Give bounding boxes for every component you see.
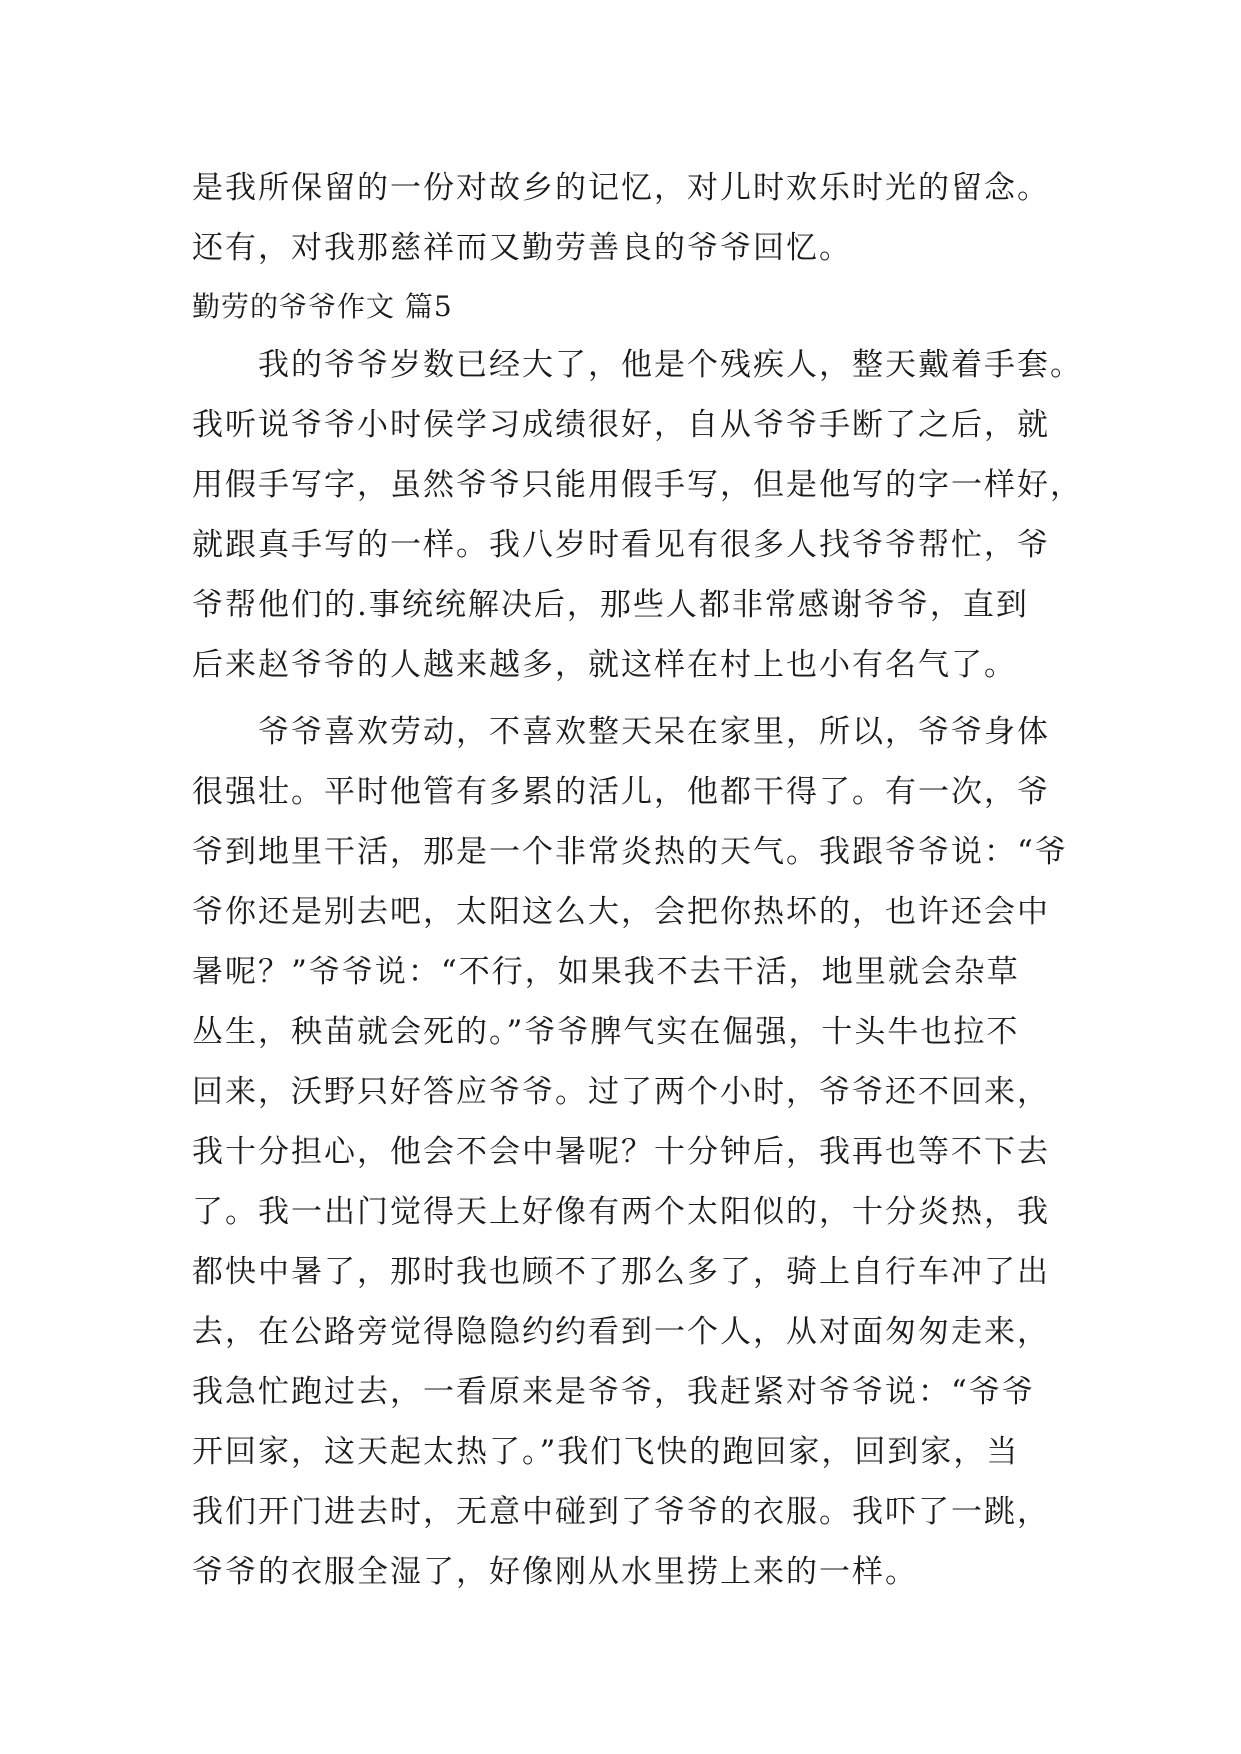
document-body bbox=[192, 158, 1092, 1602]
paragraph-2-line: 爷到地里干活，那是一个非常炎热的天气。我跟爷爷说：“爷 bbox=[192, 834, 1068, 870]
paragraph-2-line: 开回家，这天起太热了。”我们飞快的跑回家，回到家，当 bbox=[192, 1434, 1020, 1470]
paragraph-2-line: 了。我一出门觉得天上好像有两个太阳似的，十分炎热，我 bbox=[192, 1194, 1050, 1230]
intro-line: 是我所保留的一份对故乡的记忆，对儿时欢乐时光的留念。 bbox=[192, 170, 1050, 206]
paragraph-2-line: 很强壮。平时他管有多累的活儿，他都干得了。有一次，爷 bbox=[192, 774, 1050, 810]
paragraph-2-line: 爷你还是别去吧，太阳这么大，会把你热坏的，也许还会中 bbox=[192, 894, 1050, 930]
paragraph-2-line: 暑呢？”爷爷说：“不行，如果我不去干活，地里就会杂草 bbox=[192, 954, 1020, 990]
paragraph-2-line: 爷爷喜欢劳动，不喜欢整天呆在家里，所以，爷爷身体 bbox=[192, 714, 1050, 750]
paragraph-1-line: 用假手写字，虽然爷爷只能用假手写，但是他写的字一样好， bbox=[192, 467, 1083, 503]
intro-line: 还有，对我那慈祥而又勤劳善良的爷爷回忆。 bbox=[192, 230, 852, 266]
paragraph-1-line: 爷帮他们的.事统统解决后，那些人都非常感谢爷爷，直到 bbox=[192, 587, 1029, 623]
paragraph-2-line: 都快中暑了，那时我也顾不了那么多了，骑上自行车冲了出 bbox=[192, 1254, 1050, 1290]
paragraph-1-line: 就跟真手写的一样。我八岁时看见有很多人找爷爷帮忙，爷 bbox=[192, 527, 1050, 563]
paragraph-2-line: 我们开门进去时，无意中碰到了爷爷的衣服。我吓了一跳， bbox=[192, 1494, 1050, 1530]
paragraph-2-line: 去，在公路旁觉得隐隐约约看到一个人，从对面匆匆走来， bbox=[192, 1314, 1050, 1350]
section-heading: 勤劳的爷爷作文 篇5 bbox=[192, 290, 453, 323]
paragraph-2-line: 丛生，秧苗就会死的。”爷爷脾气实在倔强，十头牛也拉不 bbox=[192, 1014, 1020, 1050]
paragraph-2-line: 爷爷的衣服全湿了，好像刚从水里捞上来的一样。 bbox=[192, 1554, 918, 1590]
paragraph-1-line: 后来赵爷爷的人越来越多，就这样在村上也小有名气了。 bbox=[192, 647, 1017, 683]
paragraph-1-line: 我的爷爷岁数已经大了，他是个残疾人，整天戴着手套。 bbox=[192, 347, 1083, 383]
paragraph-1-line: 我听说爷爷小时侯学习成绩很好，自从爷爷手断了之后，就 bbox=[192, 407, 1050, 443]
paragraph-2-line: 回来，沃野只好答应爷爷。过了两个小时，爷爷还不回来， bbox=[192, 1074, 1050, 1110]
paragraph-2-line: 我十分担心，他会不会中暑呢？十分钟后，我再也等不下去 bbox=[192, 1134, 1050, 1170]
paragraph-2-line: 我急忙跑过去，一看原来是爷爷，我赶紧对爷爷说：“爷爷 bbox=[192, 1374, 1035, 1410]
paragraph-spacer bbox=[192, 695, 1092, 702]
